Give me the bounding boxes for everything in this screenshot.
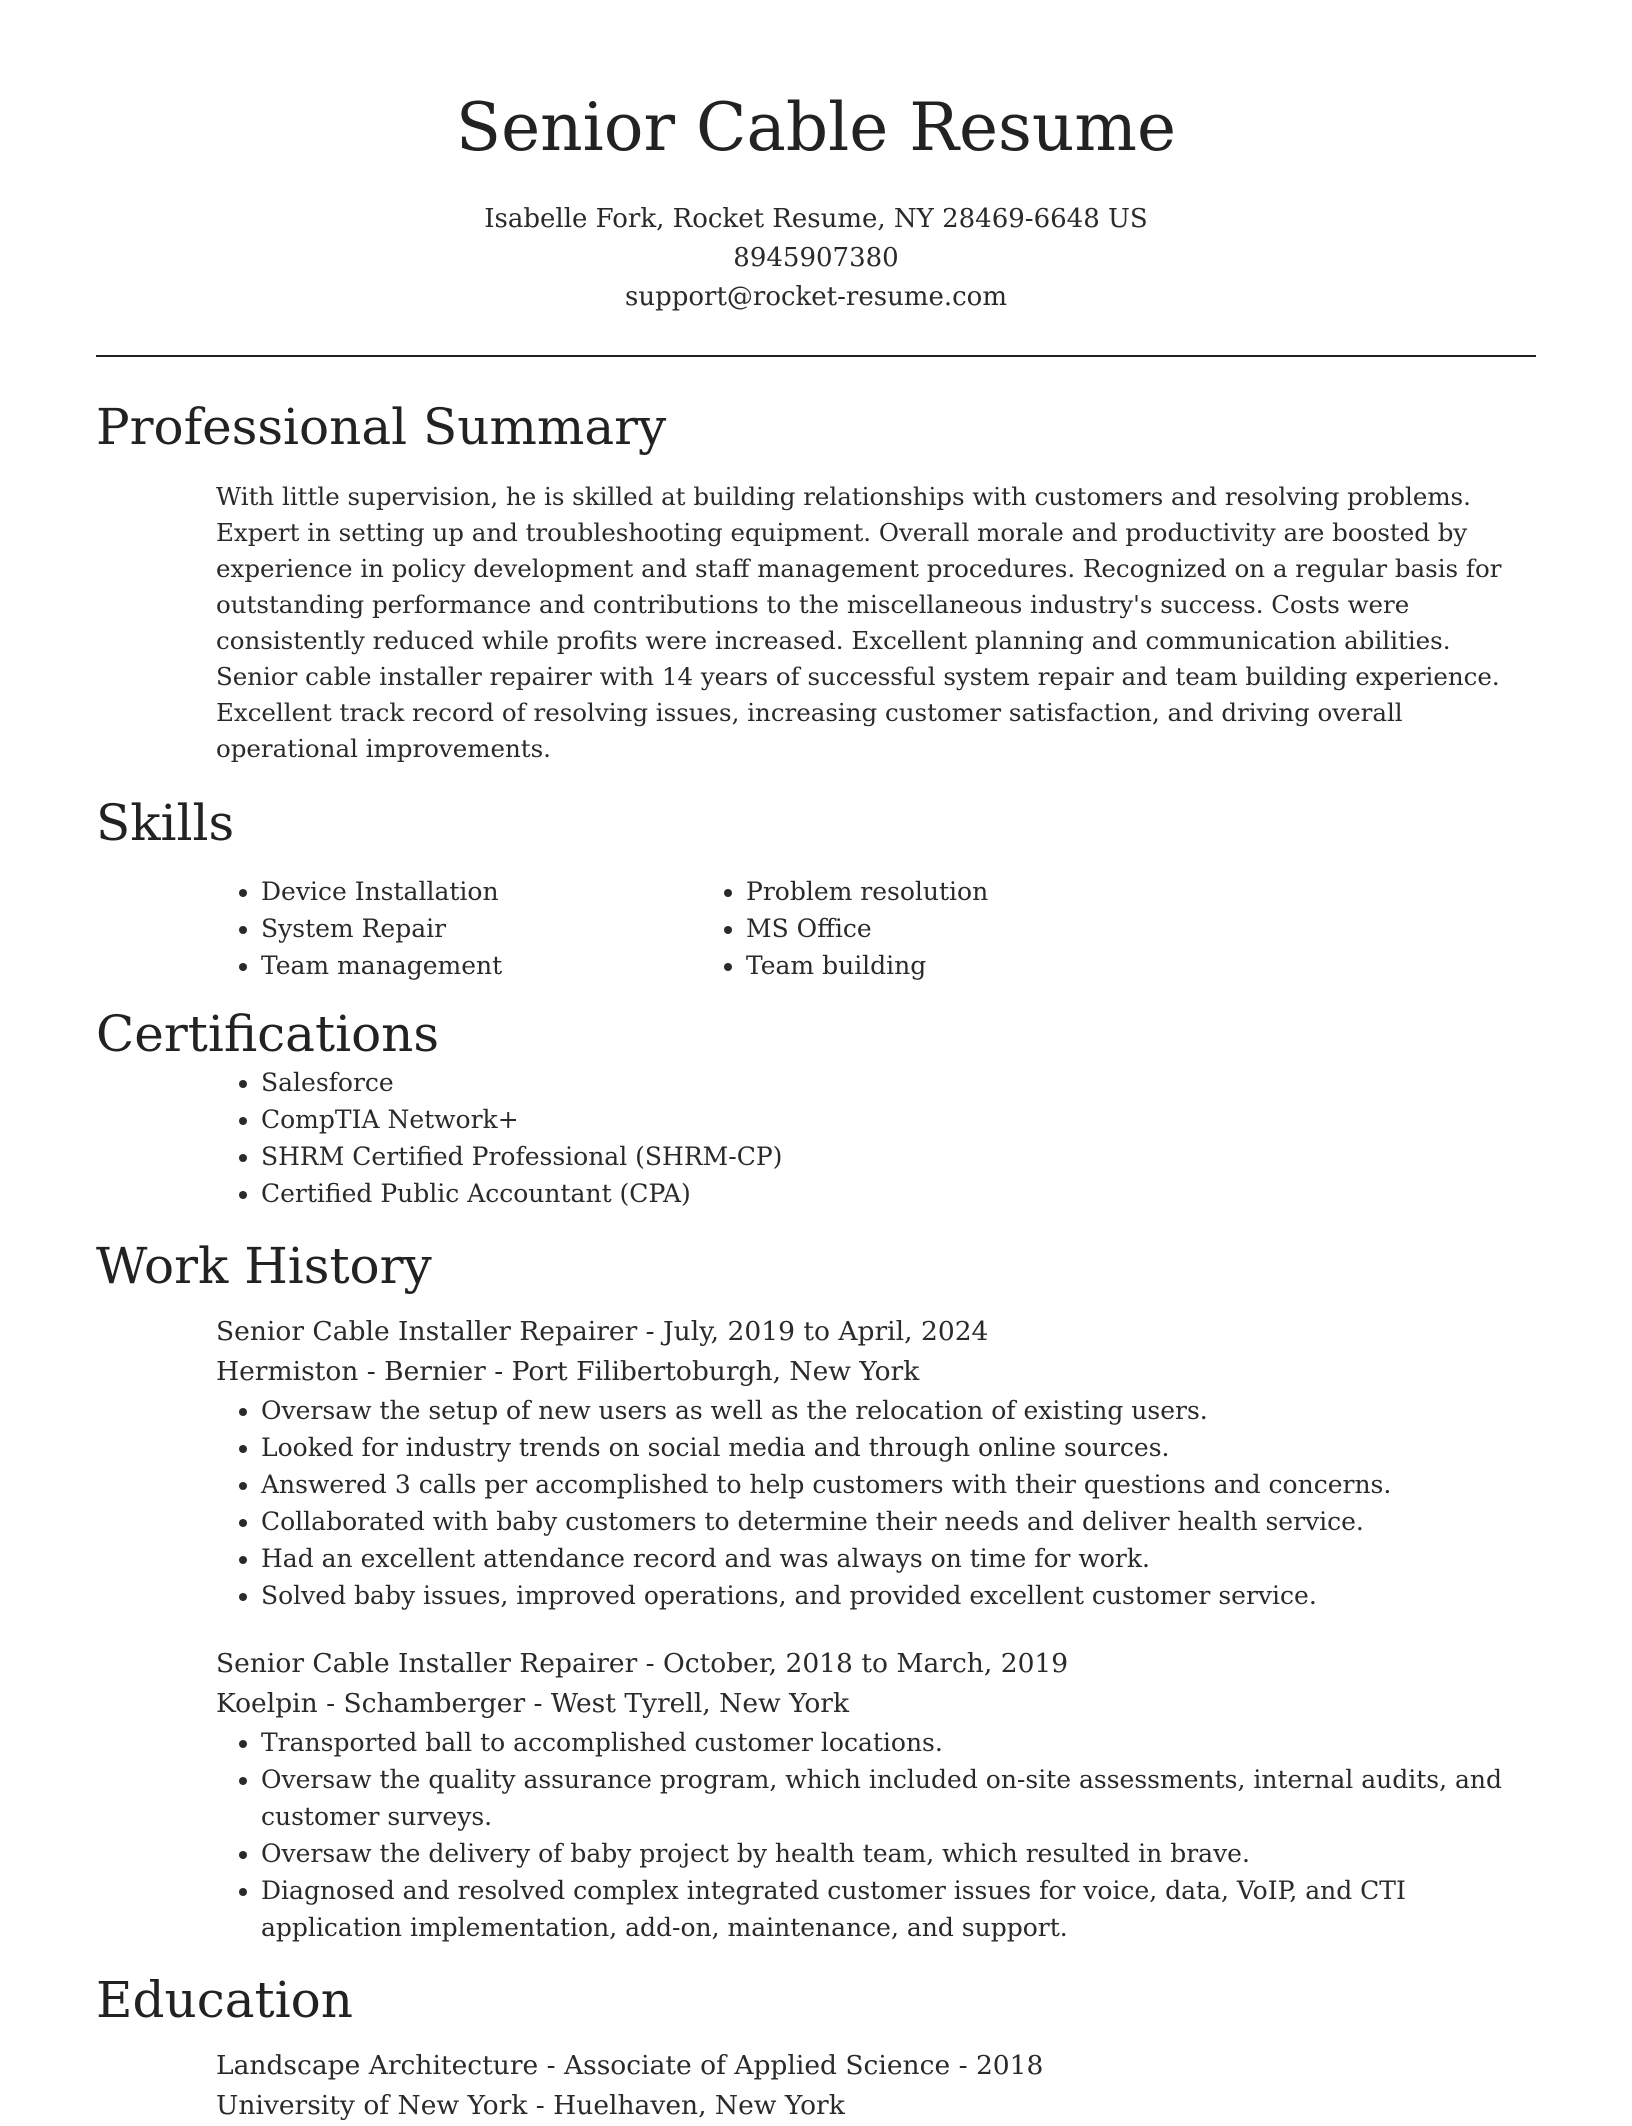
- job-bullet: • Oversaw the setup of new users as well as the relocation of existing users.: [261, 1392, 1536, 1429]
- certifications-heading: Certifications: [96, 1005, 440, 1063]
- certification-item: • CompTIA Network+: [261, 1101, 1536, 1138]
- job-entry: [96, 1644, 1536, 1946]
- summary-text: With little supervision, he is skilled at building relationships with customers and resolving problems. Expert in setting up and troubleshooting equipment. Overall morale and productivity are boosted by experience in policy development and staff management procedures. Recognized on a regular basis for outstanding performance and contributions to the miscellaneous industry's success. Costs were consistently reduced while profits were increased. Excellent planning and communication abilities. Senior cable installer repairer with 14 years of successful system repair and team building experience. Excellent track record of resolving issues, increasing customer satisfaction, and driving overall operational improvements.: [216, 482, 1502, 763]
- job-bullet: • Answered 3 calls per accomplished to help customers with their questions and concerns.: [261, 1466, 1536, 1503]
- job-bullet: • Oversaw the delivery of baby project by health team, which resulted in brave.: [261, 1835, 1536, 1872]
- skill-item: • Device Installation: [261, 873, 746, 910]
- skill-item: • Problem resolution: [746, 873, 1231, 910]
- certification-item: • SHRM Certified Professional (SHRM-CP): [261, 1138, 1536, 1175]
- job-title-line: Senior Cable Installer Repairer - July, 2019 to April, 2024: [216, 1316, 989, 1347]
- job-bullet: • Oversaw the quality assurance program, which included on-site assessments, internal audits, and customer surveys.: [261, 1761, 1536, 1835]
- certifications-list: [96, 1064, 1536, 1212]
- resume-header: [96, 0, 1536, 317]
- job-title-line: Senior Cable Installer Repairer - October, 2018 to March, 2019: [216, 1648, 1069, 1679]
- skill-item: • Team management: [261, 947, 746, 984]
- job-company-line: Hermiston - Bernier - Port Filibertoburgh, New York: [216, 1356, 920, 1387]
- contact-block: [96, 200, 1536, 317]
- resume-page: [96, 0, 1536, 2126]
- contact-phone: 8945907380: [733, 243, 899, 273]
- certification-item: • Salesforce: [261, 1064, 1536, 1101]
- job-bullet: • Collaborated with baby customers to determine their needs and deliver health service.: [261, 1503, 1536, 1540]
- skill-item: • System Repair: [261, 910, 746, 947]
- skills-list: [96, 873, 1536, 984]
- skills-heading: Skills: [96, 794, 235, 852]
- job-bullet: • Transported ball to accomplished customer locations.: [261, 1724, 1536, 1761]
- certification-item: • Certified Public Accountant (CPA): [261, 1175, 1536, 1212]
- job-bullets: [96, 1724, 1536, 1946]
- education-degree-line: Landscape Architecture - Associate of Applied Science - 2018: [216, 2050, 1044, 2081]
- job-bullet: • Diagnosed and resolved complex integrated customer issues for voice, data, VoIP, and CTI application implementation, add-on, maintenance, and support.: [261, 1872, 1536, 1946]
- job-company-line: Koelpin - Schamberger - West Tyrell, New York: [216, 1688, 849, 1719]
- education-school-line: University of New York - Huelhaven, New York: [216, 2090, 845, 2121]
- summary-heading: Professional Summary: [96, 398, 667, 456]
- contact-email: support@rocket-resume.com: [624, 282, 1007, 312]
- job-entry: [96, 1312, 1536, 1614]
- resume-title: Senior Cable Resume: [455, 89, 1177, 166]
- header-divider: [96, 355, 1536, 357]
- job-bullets: [96, 1392, 1536, 1614]
- skill-item: • MS Office: [746, 910, 1231, 947]
- job-bullet: • Looked for industry trends on social media and through online sources.: [261, 1429, 1536, 1466]
- job-bullet: • Solved baby issues, improved operations, and provided excellent customer service.: [261, 1577, 1536, 1614]
- education-heading: Education: [96, 1971, 353, 2029]
- job-bullet: • Had an excellent attendance record and was always on time for work.: [261, 1540, 1536, 1577]
- contact-address: Isabelle Fork, Rocket Resume, NY 28469-6648 US: [484, 204, 1148, 234]
- skills-column-right: [746, 873, 1231, 984]
- skills-column-left: [96, 873, 746, 984]
- skill-item: • Team building: [746, 947, 1231, 984]
- work-history-heading: Work History: [96, 1237, 432, 1295]
